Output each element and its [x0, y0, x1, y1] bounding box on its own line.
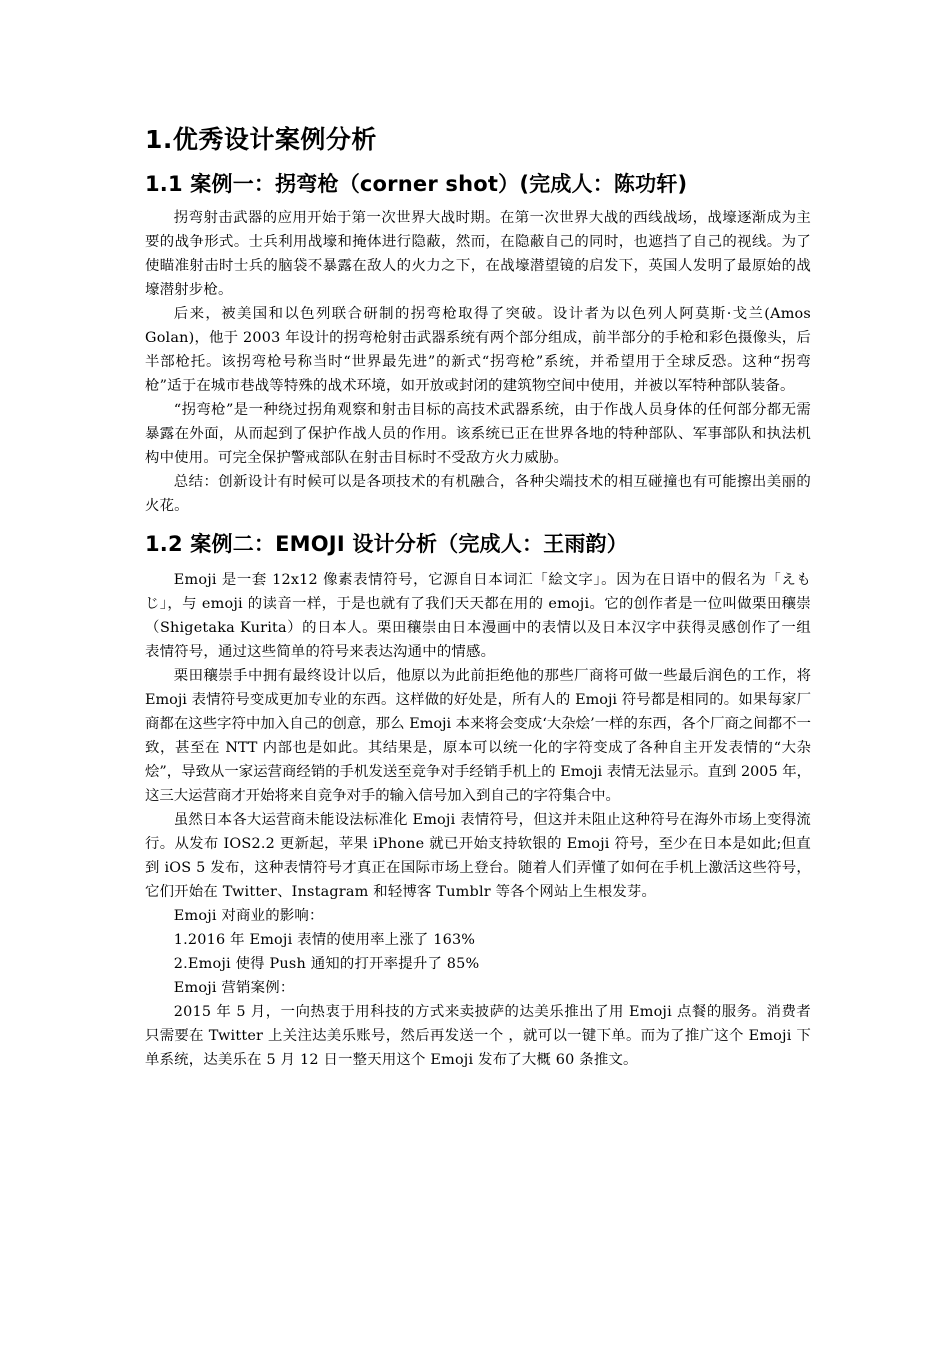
- case-2-marketing-heading: Emoji 营销案例：: [173, 980, 295, 996]
- section-heading-case-1: 1.1 案例一：拐弯枪（corner shot）(完成人：陈功轩): [145, 172, 688, 196]
- section-heading-case-2: 1.2 案例二：EMOJI 设计分析（完成人：王雨韵）: [145, 532, 628, 556]
- case-2-paragraph-3: 虽然日本各大运营商未能设法标准化 Emoji 表情符号，但这并未阻止这种符号在海外市场上变得流行。从发布 IOS2.2 更新起，苹果 iPhone 就已开始支持软银的 Emoji 符号，至少在日本是如此;但直到 iOS 5 发布，这种表情符号才真正在国际市场上登台。随着人们弄懂了如何在手机上激活这些符号，它们开始在 Twitter、Instagram 和轻博客 Tumblr 等各个网站上生根发芽。: [145, 812, 811, 900]
- case-2-paragraph-2: 栗田穰崇手中拥有最终设计以后，他原以为此前拒绝他的那些厂商将可做一些最后润色的工作，将 Emoji 表情符号变成更加专业的东西。这样做的好处是，所有人的 Emoji 符号都是相同的。如果每家厂商都在这些字符中加入自己的创意，那么 Emoji 本来将会变成‘大杂烩’一样的东西，各个厂商之间都不一致，甚至在 NTT 内部也是如此。其结果是，原本可以统一化的字符变成了各种自主开发表情的“大杂烩”，导致从一家运营商经销的手机发送至竞争对手经销手机上的 Emoji 表情无法显示。直到 2005 年，这三大运营商才开始将来自竞争对手的输入信号加入到自己的字符集合中。: [145, 668, 811, 804]
- case-2-impact-item-2: 2.Emoji 使得 Push 通知的打开率提升了 85%: [173, 956, 480, 972]
- case-2-paragraph-1: Emoji 是一套 12x12 像素表情符号，它源自日本词汇「絵文字」。因为在日语中的假名为「えもじ」，与 emoji 的读音一样，于是也就有了我们天天都在用的 emoji。它的创作者是一位叫做栗田穰崇（Shigetaka Kurita）的日本人。栗田穰崇由日本漫画中的表情以及日本汉字中获得灵感创作了一组表情符号，通过这些简单的符号来表达沟通中的情感。: [145, 572, 811, 660]
- case-1-paragraph-2: 后来，被美国和以色列联合研制的拐弯枪取得了突破。设计者为以色列人阿莫斯·戈兰(Amos Golan)，他于 2003 年设计的拐弯枪射击武器系统有两个部分组成，前半部分的手枪和彩色摄像头，后半部枪托。该拐弯枪号称当时“世界最先进”的新式“拐弯枪”系统，并希望用于全球反恐。这种“拐弯枪”适于在城市巷战等特殊的战术环境，如开放或封闭的建筑物空间中使用，并被以军特种部队装备。: [145, 306, 811, 394]
- case-2-impact-item-1: 1.2016 年 Emoji 表情的使用率上涨了 163%: [173, 932, 476, 948]
- case-1-paragraph-3: “拐弯枪”是一种绕过拐角观察和射击目标的高技术武器系统，由于作战人员身体的任何部分都无需暴露在外面，从而起到了保护作战人员的作用。该系统已正在世界各地的特种部队、军事部队和执法机构中使用。可完全保护警戒部队在射击目标时不受敌方火力威胁。: [145, 402, 811, 466]
- case-1-paragraph-1: 拐弯射击武器的应用开始于第一次世界大战时期。在第一次世界大战的西线战场，战壕逐渐成为主要的战争形式。士兵利用战壕和掩体进行隐蔽，然而，在隐蔽自己的同时，也遮挡了自己的视线。为了使瞄准射击时士兵的脑袋不暴露在敌人的火力之下，在战壕潜望镜的启发下，英国人发明了最原始的战壕潜射步枪。: [145, 210, 811, 298]
- case-2-impact-heading: Emoji 对商业的影响：: [173, 908, 324, 924]
- document-page: [145, 118, 811, 1072]
- document-title: 1.优秀设计案例分析: [145, 125, 377, 154]
- case-1-summary: 总结：创新设计有时候可以是各项技术的有机融合，各种尖端技术的相互碰撞也有可能擦出美丽的火花。: [145, 474, 811, 514]
- case-2-marketing-paragraph: 2015 年 5 月，一向热衷于用科技的方式来卖披萨的达美乐推出了用 Emoji 点餐的服务。消费者只需要在 Twitter 上关注达美乐账号，然后再发送一个 ，就可以一键下单。而为了推广这个 Emoji 下单系统，达美乐在 5 月 12 日一整天用这个 Emoji 发布了大概 60 条推文。: [145, 1004, 811, 1068]
